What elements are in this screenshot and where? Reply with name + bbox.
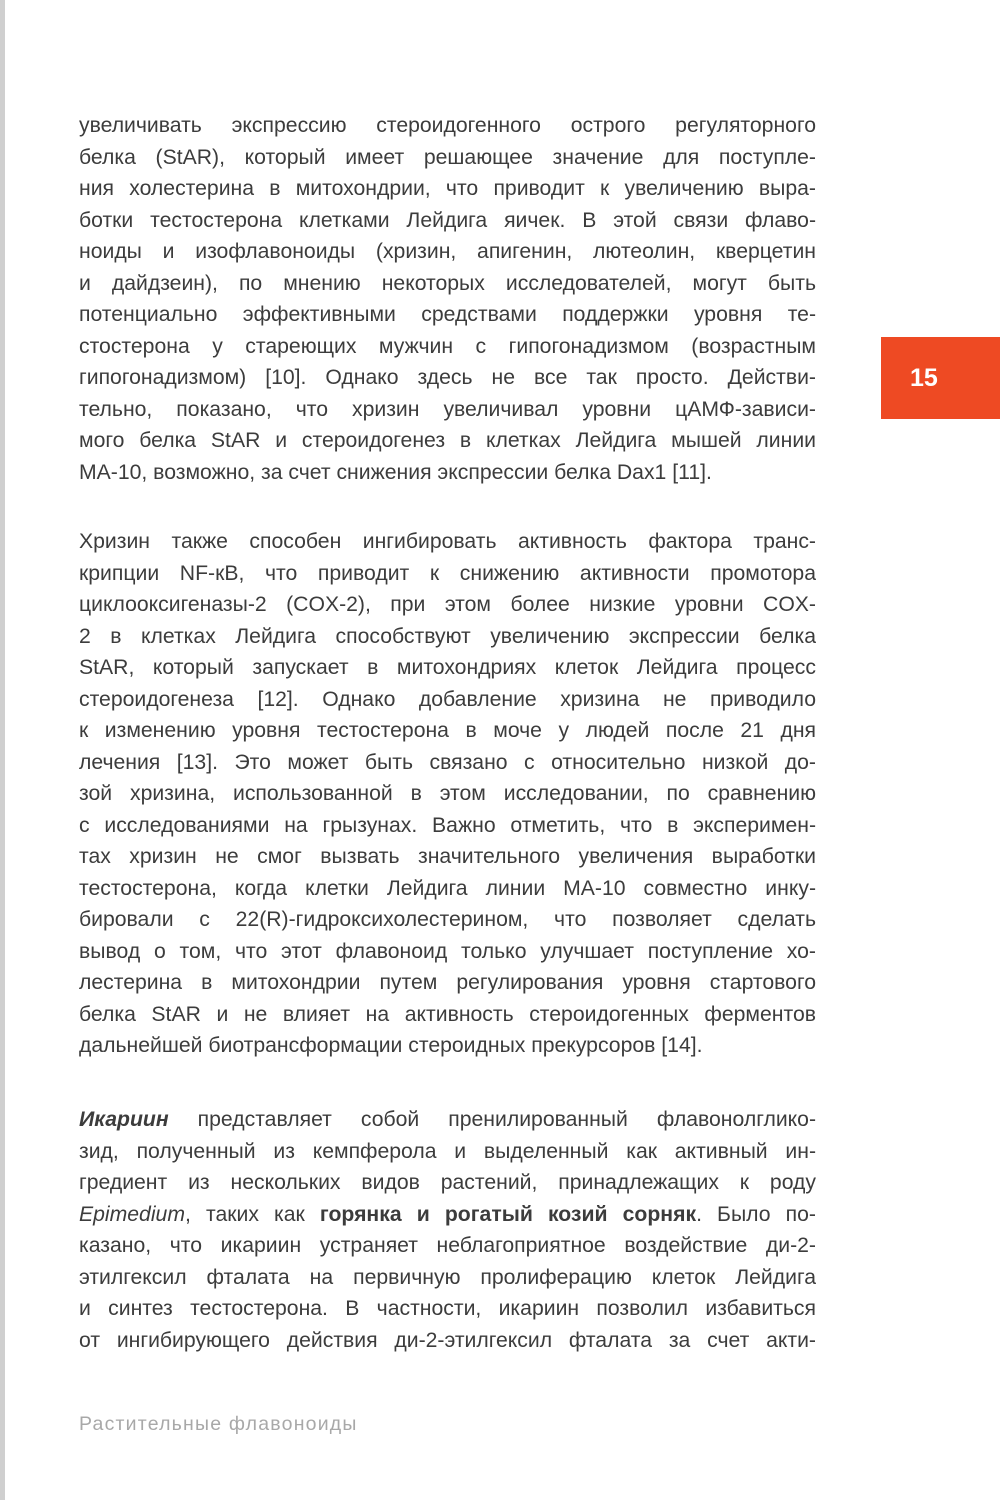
text-line: бировали с 22(R)-гидроксихолестерином, что позволяет сделать — [79, 908, 816, 931]
text-line: тах хризин не смог вызвать значительного увеличения выработки — [79, 845, 816, 868]
text-line: этилгексил фталата на первичную пролиферацию клеток Лейдига — [79, 1265, 816, 1289]
page-number: 15 — [910, 363, 938, 392]
text-line: с исследованиями на грызунах. Важно отметить, что в эксперимен- — [79, 813, 816, 837]
text-span: представляет собой пренилированный флавонолглико- — [168, 1108, 816, 1131]
paragraph-2 — [79, 526, 816, 1062]
text-line: лечения [13]. Это может быть связано с относительно низкой до- — [79, 750, 816, 774]
text-line: StAR, который запускает в митохондриях клеток Лейдига процесс — [79, 656, 816, 679]
text-line: дальнейшей биотрансформации стероидных прекурсоров [14]. — [79, 1034, 703, 1057]
running-footer: Растительные флавоноиды — [79, 1413, 358, 1435]
page-number-tab — [881, 337, 1000, 419]
text-line: потенциально эффективными средствами поддержки уровня те- — [79, 303, 816, 326]
text-line: к изменению уровня тестостерона в моче у людей после 21 дня — [79, 719, 816, 742]
paragraph-3 — [79, 1104, 816, 1356]
text-line: и синтез тестостерона. В частности, икариин позволил избавиться — [79, 1297, 816, 1320]
text-line: вывод о том, что этот флавоноид только улучшает поступление хо- — [79, 939, 816, 963]
text-span: . Было по- — [696, 1202, 816, 1226]
text-line: и дайдзеин), по мнению некоторых исследователей, могут быть — [79, 271, 816, 295]
genus-name: Epimedium — [79, 1202, 185, 1226]
text-line: 2 в клетках Лейдига способствуют увеличению экспрессии белка — [79, 624, 816, 648]
text-line: циклооксигеназы-2 (COX-2), при этом более низкие уровни COX- — [79, 593, 816, 616]
text-line: казано, что икариин устраняет неблагоприятное воздействие ди-2- — [79, 1234, 816, 1257]
text-line — [79, 1199, 816, 1231]
text-line: от ингибирующего действия ди-2-этилгексил фталата за счет акти- — [79, 1328, 816, 1352]
term-icariin: Икариин — [79, 1108, 169, 1131]
text-line: гипогонадизмом) [10]. Однако здесь не все так просто. Действи- — [79, 366, 816, 389]
text-line — [79, 1104, 816, 1136]
text-line: гредиент из нескольких видов растений, принадлежащих к роду — [79, 1171, 816, 1194]
text-line: стероидогенеза [12]. Однако добавление хризина не приводило — [79, 687, 816, 711]
text-line: белка (StAR), который имеет решающее значение для поступле- — [79, 145, 816, 169]
text-line: зид, полученный из кемпферола и выделенный как активный ин- — [79, 1139, 816, 1163]
text-line: тельно, показано, что хризин увеличивал уровни цАМФ-зависи- — [79, 397, 816, 421]
text-span: , таких как — [184, 1202, 320, 1226]
text-line: ботки тестостерона клетками Лейдига яичек. В этой связи флаво- — [79, 208, 816, 232]
text-line: ноиды и изофлавоноиды (хризин, апигенин, лютеолин, кверцетин — [79, 240, 816, 263]
text-line: крипции NF-кB, что приводит к снижению активности промотора — [79, 561, 816, 585]
text-line: тестостерона, когда клетки Лейдига линии MA-10 совместно инку- — [79, 876, 816, 900]
text-line: Хризин также способен ингибировать активность фактора транс- — [79, 530, 816, 553]
paragraph-1 — [79, 110, 816, 488]
text-line: лестерина в митохондрии путем регулирования уровня стартового — [79, 971, 816, 994]
text-line: MA-10, возможно, за счет снижения экспрессии белка Dax1 [11]. — [79, 460, 712, 484]
text-line: стостерона у стареющих мужчин с гипогонадизмом (возрастным — [79, 334, 816, 358]
page-edge-shadow — [0, 0, 5, 1500]
text-line: мого белка StAR и стероидогенез в клетках Лейдига мышей линии — [79, 429, 816, 452]
text-line: увеличивать экспрессию стероидогенного острого регуляторного — [79, 114, 816, 137]
text-line: белка StAR и не влияет на активность стероидогенных ферментов — [79, 1002, 816, 1026]
text-line: ния холестерина в митохондрии, что приводит к увеличению выра- — [79, 177, 816, 200]
text-line: зой хризина, использованной в этом исследовании, по сравнению — [79, 782, 816, 805]
plant-common-names: горянка и рогатый козий сорняк — [319, 1202, 697, 1226]
